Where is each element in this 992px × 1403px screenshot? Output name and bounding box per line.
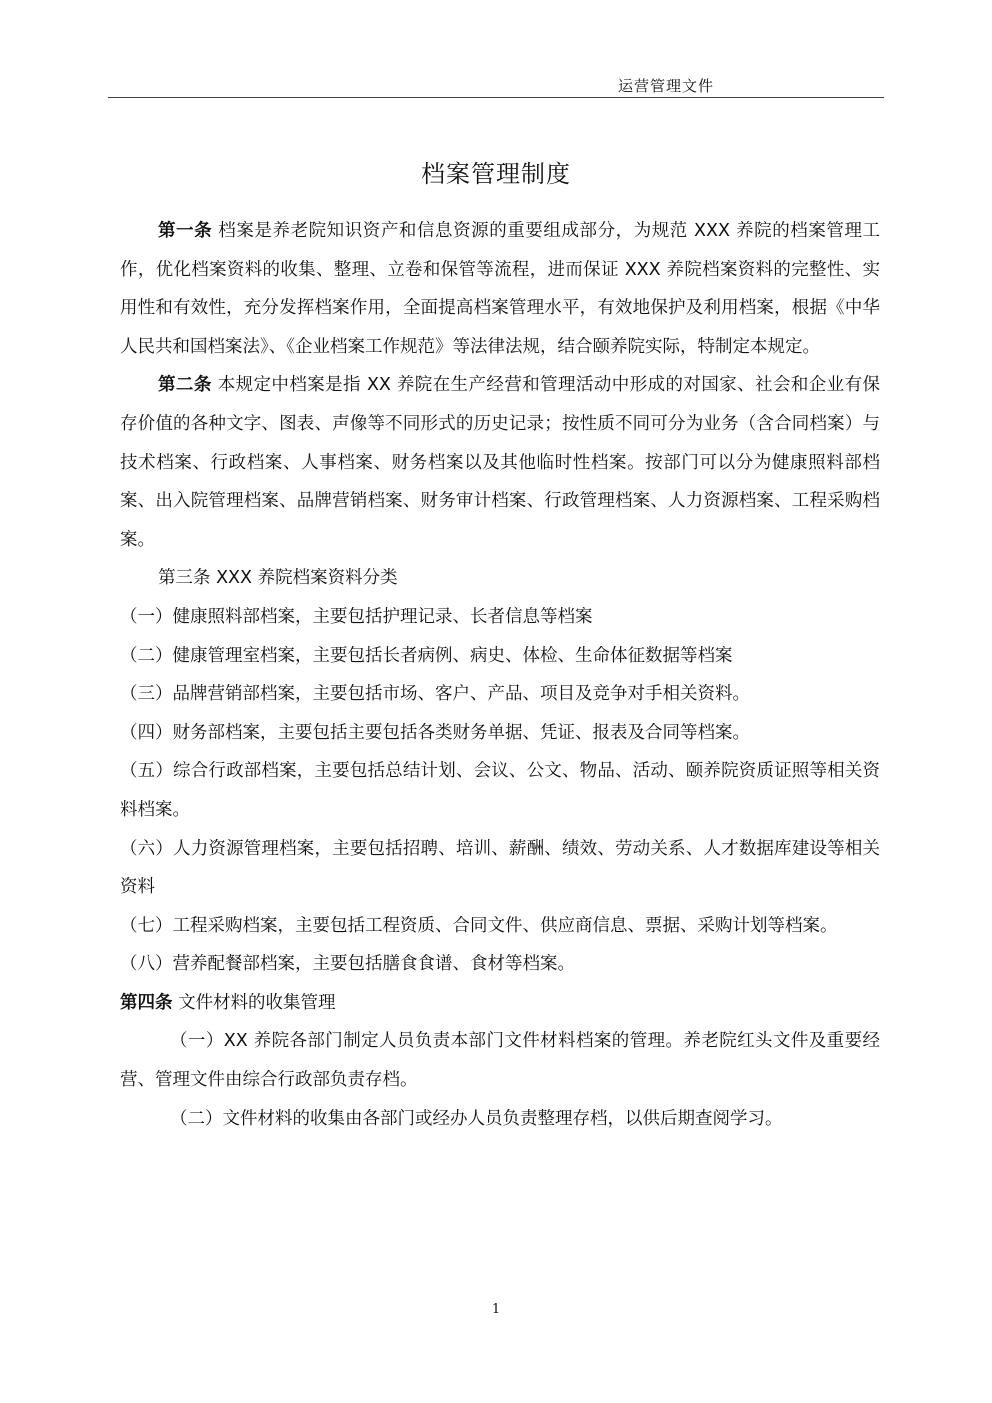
article-2	[120, 366, 880, 559]
category-item-8: （八）营养配餐部档案，主要包括膳食食谱、食材等档案。	[120, 954, 575, 975]
category-item-4: （四）财务部档案，主要包括主要包括各类财务单据、凭证、报表及合同等档案。	[120, 722, 750, 743]
category-item-1: （一）健康照料部档案，主要包括护理记录、长者信息等档案	[120, 606, 593, 627]
article-4	[120, 984, 880, 1023]
category-item-7: （七）工程采购档案，主要包括工程资质、合同文件、供应商信息、票据、采购计划等档案。	[120, 915, 838, 936]
article-3: 第三条 XXX 养院档案资料分类	[158, 568, 398, 589]
article-4-text: 文件材料的收集管理	[172, 992, 336, 1013]
article-2-text: 本规定中档案是指 XX 养院在生产经营和管理活动中形成的对国家、社会和企业有保存价值的各种文字、图表、声像等不同形式的历史记录；按性质不同可分为业务（含合同档案）与技术档案、行政档案、人事档案、财务档案以及其他临时性档案。按部门可以分为健康照料部档案、出入院管理档案、品牌营销档案、财务审计档案、行政管理档案、人力资源档案、工程采购档案。	[120, 375, 881, 550]
category-item-3: （三）品牌营销部档案，主要包括市场、客户、产品、项目及竞争对手相关资料。	[120, 684, 750, 705]
category-item-6: （六）人力资源管理档案，主要包括招聘、培训、薪酬、绩效、劳动关系、人才数据库建设等相关资料	[120, 838, 880, 898]
collection-item-2: （二）文件材料的收集由各部门或经办人员负责整理存档，以供后期查阅学习。	[170, 1108, 783, 1129]
collection-item-1: （一）XX 养院各部门制定人员负责本部门文件材料档案的管理。养老院红头文件及重要经营、管理文件由综合行政部负责存档。	[120, 1031, 880, 1091]
header-divider	[108, 97, 884, 98]
article-4-lead: 第四条	[120, 992, 173, 1013]
article-1-text: 档案是养老院知识资产和信息资源的重要组成部分，为规范 XXX 养院的档案管理工作，优化档案资料的收集、整理、立卷和保管等流程，进而保证 XXX 养院档案资料的完整性、实用性和有效性，充分发挥档案作用，全面提高档案管理水平，有效地保护及利用档案，根据《中华人民共和国档案法》、《企业档案工作规范》等法律法规，结合颐养院实际，特制定本规定。	[120, 221, 881, 357]
category-item-2: （二）健康管理室档案，主要包括长者病例、病史、体检、生命体征数据等档案	[120, 645, 733, 666]
header-label: 运营管理文件	[618, 77, 715, 95]
article-2-lead: 第二条	[158, 375, 212, 396]
article-1	[120, 212, 880, 366]
document-title: 档案管理制度	[421, 160, 571, 188]
article-1-lead: 第一条	[158, 221, 213, 241]
document-body	[120, 212, 880, 1138]
page-number: 1	[491, 1302, 501, 1317]
category-item-5: （五）综合行政部档案，主要包括总结计划、会议、公文、物品、活动、颐养院资质证照等相关资料档案。	[120, 761, 880, 820]
